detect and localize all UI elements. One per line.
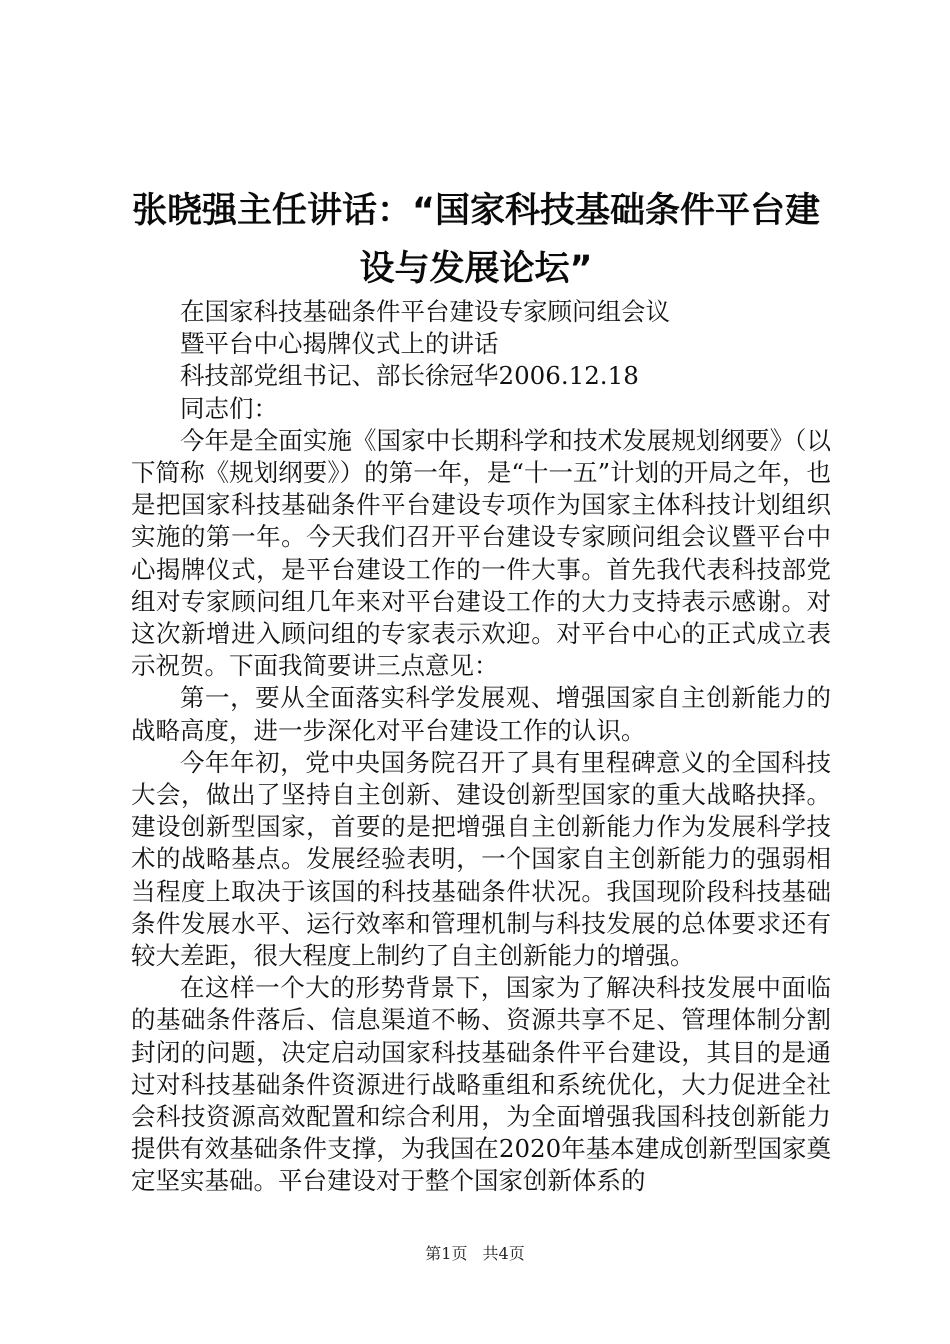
document-body [131, 296, 831, 1198]
paragraph-background: 今年年初，党中央国务院召开了具有里程碑意义的全国科技大会，做出了坚持自主创新、建设创新型国家的重大战略抉择。建设创新型国家，首要的是把增强自主创新能力作为发展科学技术的战略基点。发展经验表明，一个国家自主创新能力的强弱相当程度上取决于该国的科技基础条件状况。我国现阶段科技基础条件发展水平、运行效率和管理机制与科技发展的总体要求还有较大差距，很大程度上制约了自主创新能力的增强。 [131, 747, 831, 971]
page-footer [0, 1243, 950, 1265]
page-total: 共4页 [482, 1244, 525, 1263]
subtitle-line-1: 在国家科技基础条件平台建设专家顾问组会议 [180, 297, 670, 326]
author-date-line: 科技部党组书记、部长徐冠华2006.12.18 [180, 361, 639, 391]
paragraph-point-one: 第一，要从全面落实科学发展观、增强国家自主创新能力的战略高度，进一步深化对平台建设工作的认识。 [131, 683, 831, 745]
document-title: 张晓强主任讲话：“国家科技基础条件平台建设与发展论坛” [131, 191, 820, 289]
subtitle-line-2: 暨平台中心揭牌仪式上的讲话 [180, 329, 499, 359]
page-number: 第1页 [425, 1244, 468, 1263]
paragraph-platform-purpose: 在这样一个大的形势背景下，国家为了解决科技发展中面临的基础条件落后、信息渠道不畅、资源共享不足、管理体制分割封闭的问题，决定启动国家科技基础条件平台建设，其目的是通过对科技基础条件资源进行战略重组和系统优化，大力促进全社会科技资源高效配置和综合利用，为全面增强我国科技创新能力提供有效基础条件支撑，为我国在2020年基本建成创新型国家奠定坚实基础。平台建设对于整个国家创新体系的 [131, 973, 831, 1196]
salutation: 同志们： [180, 393, 278, 423]
paragraph-intro: 今年是全面实施《国家中长期科学和技术发展规划纲要》（以下简称《规划纲要》）的第一年，是“十一五”计划的开局之年，也是把国家科技基础条件平台建设专项作为国家主体科技计划组织实施的第一年。今天我们召开平台建设专家顾问组会议暨平台中心揭牌仪式，是平台建设工作的一件大事。首先我代表科技部党组对专家顾问组几年来对平台建设工作的大力支持表示感谢。对这次新增进入顾问组的专家表示欢迎。对平台中心的正式成立表示祝贺。下面我简要讲三点意见： [131, 425, 831, 681]
